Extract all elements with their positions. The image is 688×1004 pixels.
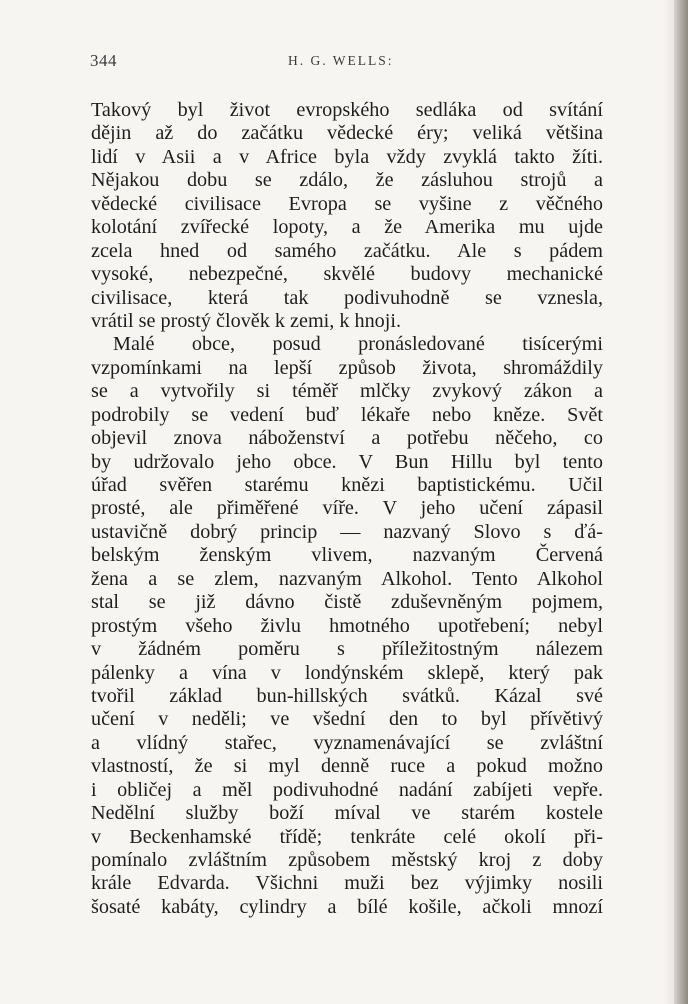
page-header [90,51,600,75]
text-line: žena a se zlem, nazvaným Alkohol. Tento Alkohol [91,567,603,590]
text-line: vrátil se prostý člověk k zemi, k hnoji. [91,309,402,332]
text-line: krále Edvarda. Všichni muži bez výjimky nosili [91,872,603,895]
text-line: Nějakou dobu se zdálo, že zásluhou strojů a [91,169,603,192]
text-line: dějin až do začátku vědecké éry; veliká většina [91,122,603,145]
running-head: H. G. WELLS: [288,53,394,68]
text-line: vědecké civilisace Evropa se vyšine z věčného [91,192,603,215]
text-line: vysoké, nebezpečné, skvělé budovy mechanické [91,263,603,286]
text-line: kolotání zvířecké lopoty, a že Amerika mu ujde [91,216,603,239]
text-line: vzpomínkami na lepší způsob života, shromáždily [91,356,603,379]
text-line: prostým všeho živlu hmotného upotřebení; nebyl [91,614,603,637]
text-line: Takový byl život evropského sedláka od svítání [91,99,603,121]
text-line: vlastností, že si myl denně ruce a pokud možno [91,755,603,778]
text-line: zcela hned od samého začátku. Ale s pádem [91,239,603,262]
text-line: i obličej a měl podivuhodné nadání zabíjeti vepře. [91,778,603,801]
text-line: pálenky a vína v londýnském sklepě, který pak [91,661,603,684]
text-line: civilisace, která tak podivuhodně se vznesla, [91,286,603,309]
text-line: učení v neděli; ve všední den to byl přívětivý [91,708,603,731]
page-gutter-shadow [664,0,674,1004]
text-line: prosté, ale přiměřené víře. V jeho učení zápasil [91,497,603,520]
text-line: ustavičně dobrý princip — nazvaný Slovo s ďá- [91,520,603,543]
text-line: v Beckenhamské třídě; tenkráte celé okolí při- [91,825,603,848]
page-edge [674,0,688,1004]
text-line: tvořil základ bun-hillských svátků. Kázal své [91,684,603,707]
text-line: úřad svěřen starému knězi baptistickému. Učil [91,474,603,496]
text-line: Malé obce, posud pronásledované tisícerými [113,333,603,356]
text-line: a vlídný stařec, vyznamenávající se zvláštní [91,731,603,754]
text-line: stal se již dávno čistě zduševněným pojmem, [91,591,603,614]
text-line: lidí v Asii a v Africe byla vždy zvyklá takto žíti. [91,145,603,168]
page-number: 344 [90,51,117,70]
text-line: Nedělní služby boží míval ve starém kostele [91,802,603,825]
text-line: by udržovalo jeho obce. V Bun Hillu byl tento [91,450,603,473]
text-line: belským ženským vlivem, nazvaným Červená [91,544,603,567]
text-line: v žádném poměru s příležitostným nálezem [91,638,603,661]
text-line: objevil znova náboženství a potřebu něčeho, co [91,427,603,450]
text-line: se a vytvořily si téměř mlčky zvykový zákon a [91,380,603,403]
text-line: pomínalo zvláštním způsobem městský kroj z doby [91,849,603,871]
body-text [91,99,603,919]
text-line: šosaté kabáty, cylindry a bílé košile, ačkoli mnozí [91,895,603,918]
text-line: podrobily se vedení buď lékaře nebo kněze. Svět [91,403,603,426]
